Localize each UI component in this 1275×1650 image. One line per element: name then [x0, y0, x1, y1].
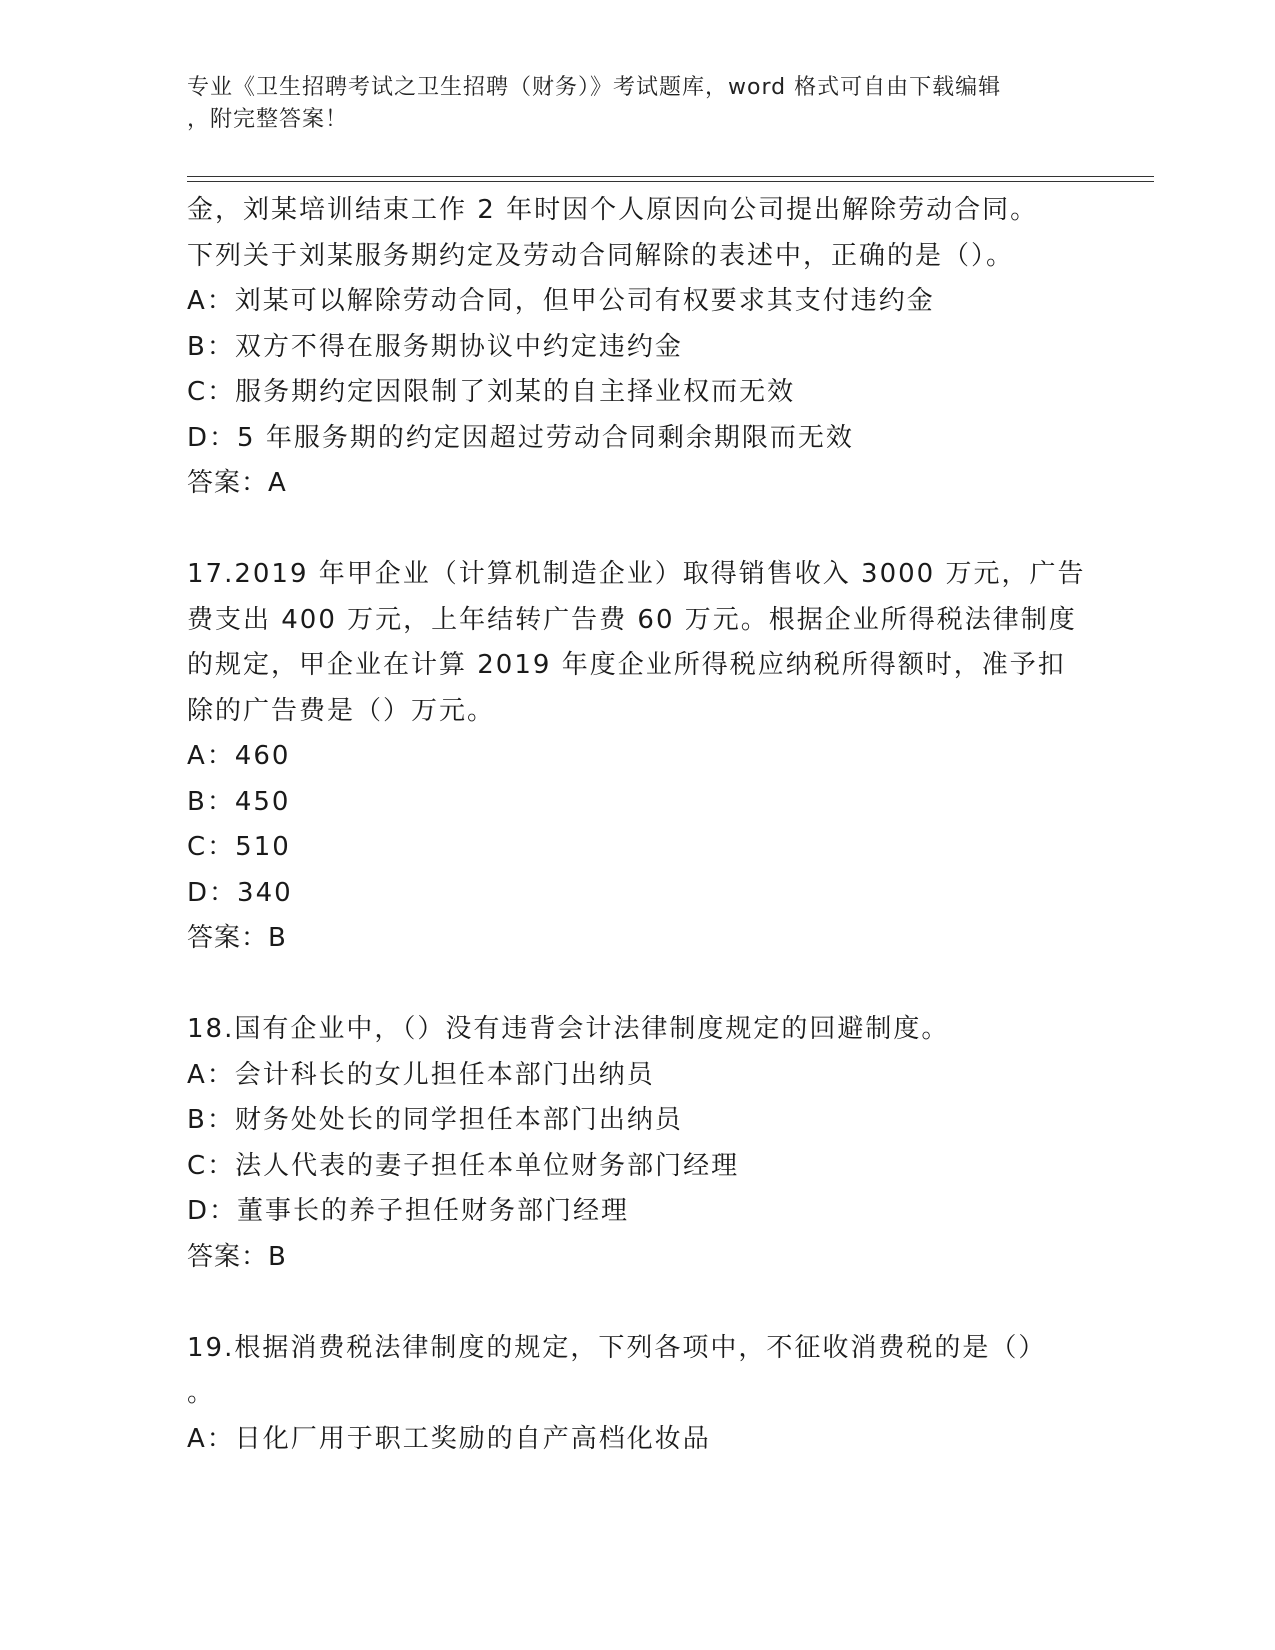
question-text-line: 下列关于刘某服务期约定及劳动合同解除的表述中，正确的是（）。 — [187, 240, 1015, 271]
question-text-line: 的规定，甲企业在计算 2019 年度企业所得税应纳税所得额时，准予扣 — [187, 650, 1066, 680]
question-16-continued — [187, 188, 1087, 507]
option-b: B：双方不得在服务期协议中约定违约金 — [187, 331, 683, 362]
spacer — [187, 507, 1087, 553]
header-divider-top — [187, 176, 1154, 177]
option-d: D：5 年服务期的约定因超过劳动合同剩余期限而无效 — [187, 422, 854, 453]
header-divider-bottom — [187, 181, 1154, 182]
question-text-line: 18.国有企业中，（）没有违背会计法律制度规定的回避制度。 — [187, 1014, 950, 1044]
question-19 — [187, 1326, 1087, 1463]
question-text-line: 。 — [187, 1378, 216, 1408]
option-d: D：董事长的养子担任财务部门经理 — [187, 1196, 630, 1226]
option-a: A：刘某可以解除劳动合同，但甲公司有权要求其支付违约金 — [187, 286, 935, 316]
question-text-line: 费支出 400 万元，上年结转广告费 60 万元。根据企业所得税法律制度 — [187, 604, 1077, 635]
answer-label: 答案：B — [187, 1241, 287, 1272]
option-a: A：会计科长的女儿担任本部门出纳员 — [187, 1059, 655, 1090]
question-content — [187, 188, 1087, 1462]
spacer — [187, 962, 1087, 1008]
option-d: D：340 — [187, 877, 293, 908]
question-18 — [187, 1007, 1087, 1280]
question-text-line: 金，刘某培训结束工作 2 年时因个人原因向公司提出解除劳动合同。 — [187, 195, 1039, 225]
answer-label: 答案：A — [187, 468, 287, 498]
question-text-line: 17.2019 年甲企业（计算机制造企业）取得销售收入 3000 万元，广告 — [187, 559, 1086, 589]
option-c: C：服务期约定因限制了刘某的自主择业权而无效 — [187, 377, 796, 407]
header-line-1: 专业《卫生招聘考试之卫生招聘（财务）》考试题库，word 格式可自由下载编辑 — [187, 75, 1002, 100]
option-c: C：510 — [187, 832, 291, 862]
spacer — [187, 1280, 1087, 1326]
question-text-line: 除的广告费是（）万元。 — [187, 695, 496, 726]
option-b: B：450 — [187, 786, 291, 817]
option-b: B：财务处处长的同学担任本部门出纳员 — [187, 1105, 683, 1135]
option-c: C：法人代表的妻子担任本单位财务部门经理 — [187, 1150, 740, 1181]
option-a: A：日化厂用于职工奖励的自产高档化妆品 — [187, 1423, 711, 1454]
header-line-2: ，附完整答案！ — [187, 107, 349, 132]
question-text-line: 19.根据消费税法律制度的规定，下列各项中，不征收消费税的是（） — [187, 1332, 1047, 1363]
page-header — [187, 72, 1067, 136]
option-a: A：460 — [187, 741, 291, 771]
question-17 — [187, 552, 1087, 962]
answer-label: 答案：B — [187, 923, 287, 953]
